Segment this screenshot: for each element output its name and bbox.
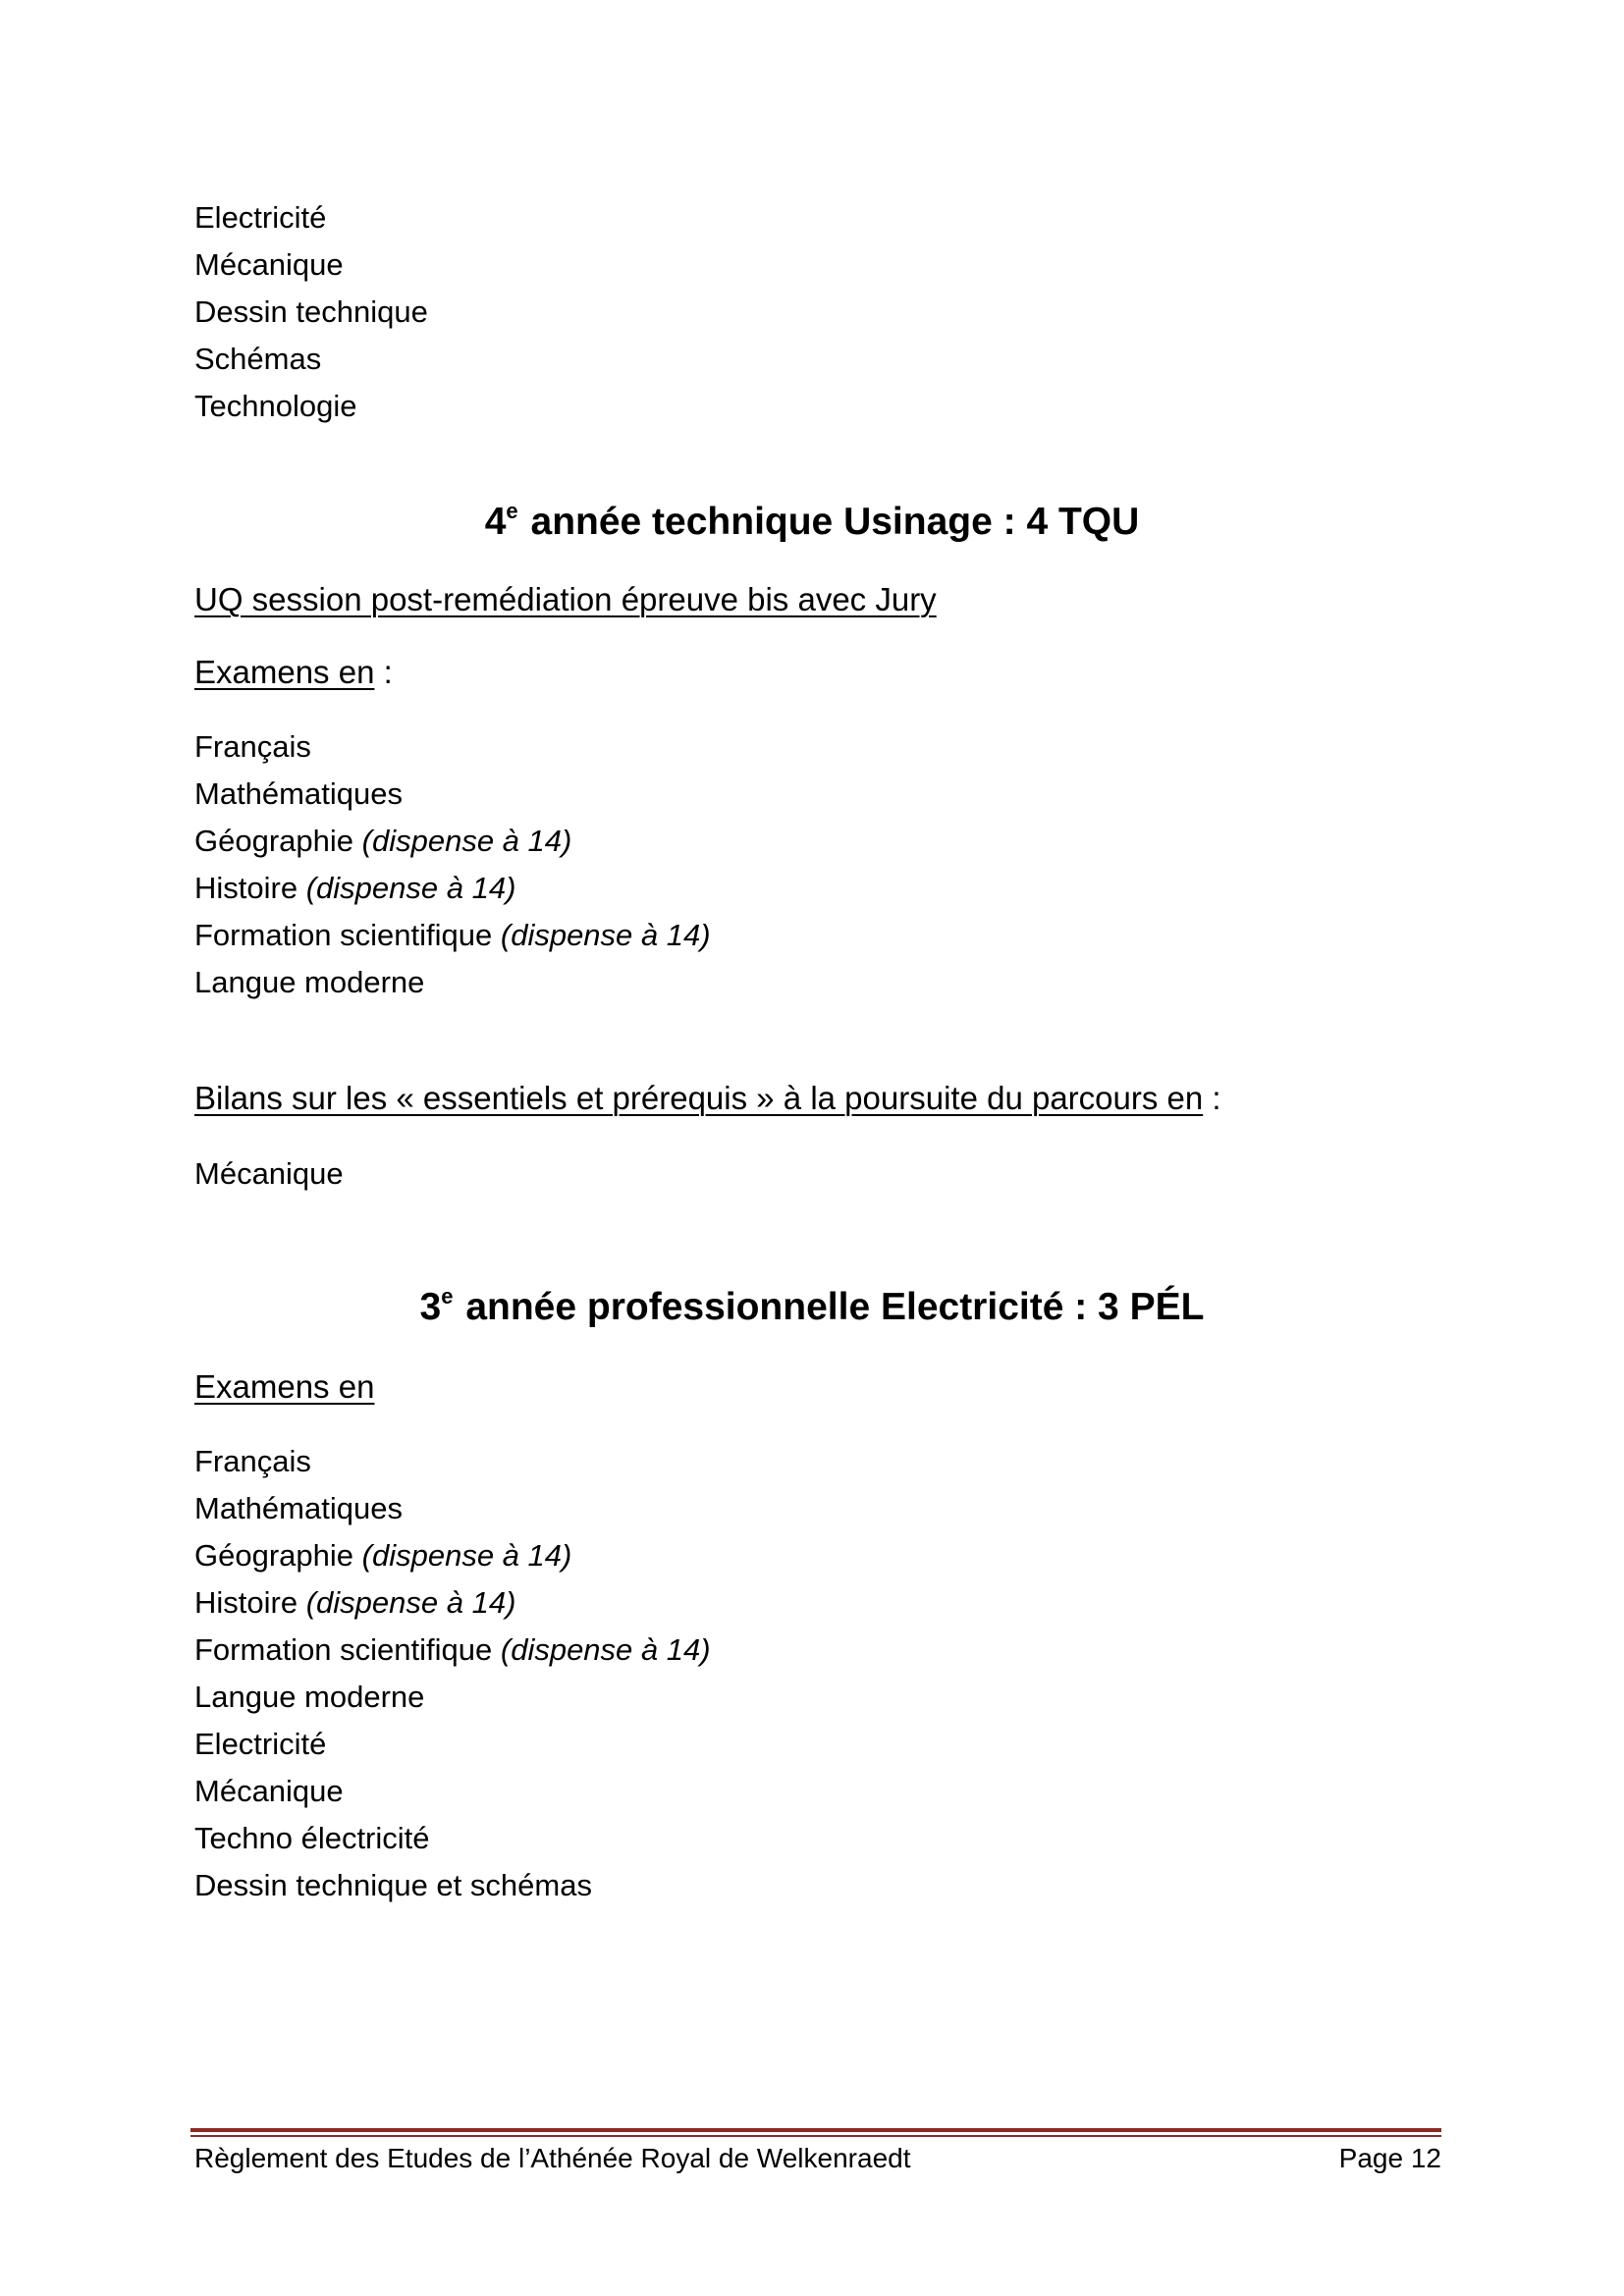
list-item: Mathématiques [194, 776, 403, 811]
page-number: Page 12 [1338, 2143, 1441, 2173]
list-item: Mécanique [194, 247, 344, 282]
bilans-subject-list [194, 1150, 1274, 1198]
exam-subject-list [194, 723, 1274, 1006]
section-heading-4tqu: 4e année technique Usinage : 4 TQU [484, 499, 1140, 543]
list-item: Formation scientifique (dispense à 14) [194, 1632, 711, 1667]
session-label: UQ session post-remédiation épreuve bis avec Jury [194, 581, 937, 617]
list-item: Langue moderne [194, 965, 425, 999]
exams-label: Examens en [194, 1368, 375, 1405]
footer-rule [190, 2128, 1441, 2132]
exams-label: Examens en : [194, 654, 393, 690]
bilans-label: Bilans sur les « essentiels et prérequis » à la poursuite du parcours en : [194, 1080, 1221, 1116]
list-item: Histoire (dispense à 14) [194, 1585, 516, 1620]
list-item: Géographie (dispense à 14) [194, 824, 572, 858]
list-item: Langue moderne [194, 1680, 425, 1714]
list-item: Formation scientifique (dispense à 14) [194, 918, 711, 952]
list-item: Electricité [194, 200, 327, 235]
list-item: Mécanique [194, 1156, 344, 1191]
list-item: Géographie (dispense à 14) [194, 1538, 572, 1573]
list-item: Electricité [194, 1727, 327, 1761]
list-item: Technologie [194, 389, 357, 423]
exam-subject-list [194, 1438, 1274, 1909]
list-item: Dessin technique et schémas [194, 1868, 592, 1902]
list-item: Français [194, 729, 311, 764]
list-item: Mathématiques [194, 1491, 403, 1525]
list-item: Français [194, 1444, 311, 1478]
list-item: Techno électricité [194, 1821, 430, 1855]
list-item: Mécanique [194, 1774, 344, 1808]
intro-subject-list [194, 194, 1274, 430]
section-heading-3pel: 3e année professionnelle Electricité : 3 PÉL [419, 1284, 1205, 1328]
list-item: Histoire (dispense à 14) [194, 871, 516, 905]
list-item: Dessin technique [194, 294, 428, 329]
list-item: Schémas [194, 342, 322, 376]
footer-rule-thin [190, 2135, 1441, 2137]
footer-title: Règlement des Etudes de l’Athénée Royal de Welkenraedt [194, 2143, 911, 2173]
